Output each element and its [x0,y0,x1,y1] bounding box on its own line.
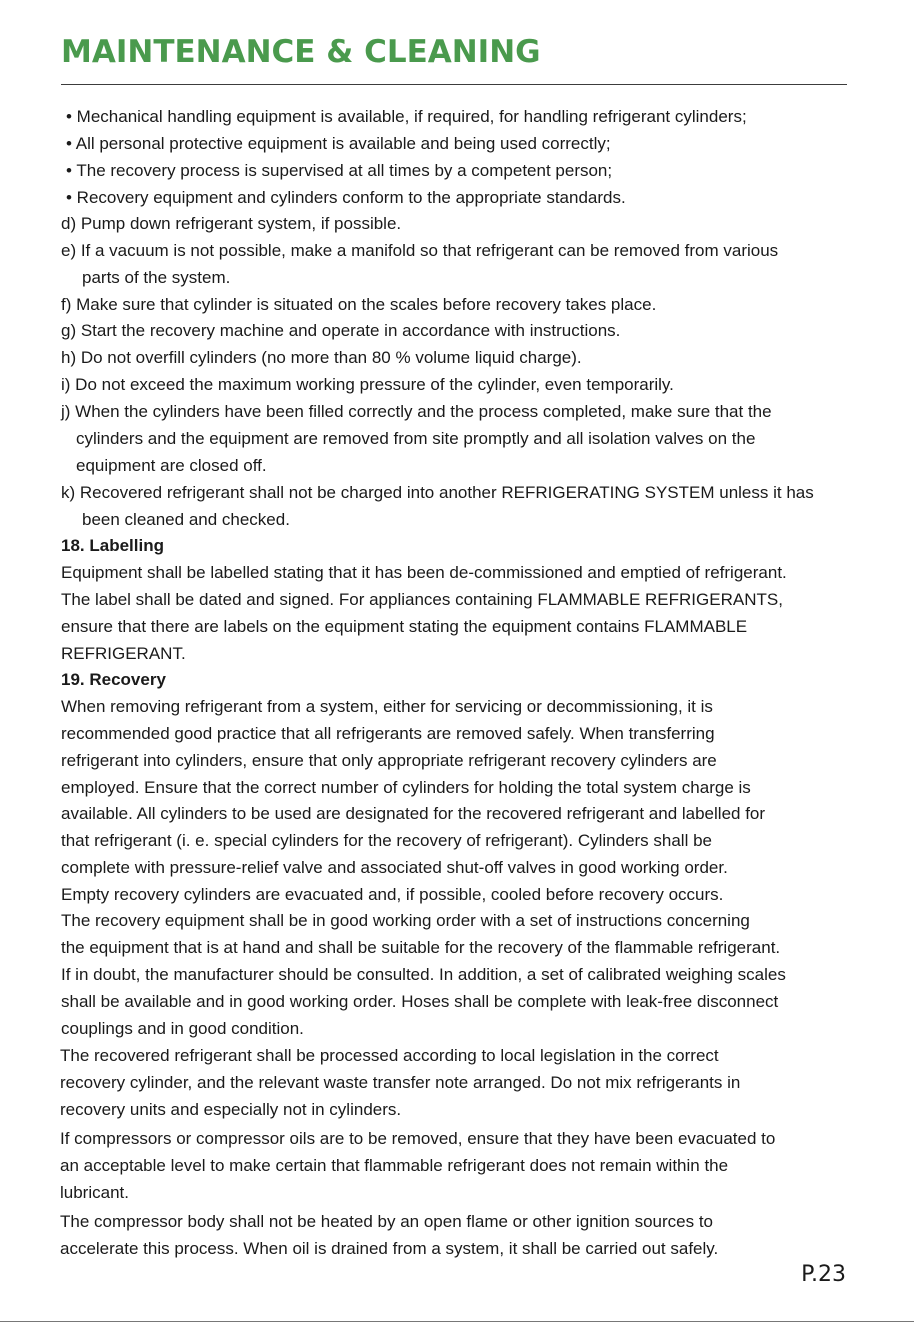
recovery-line-20: The compressor body shall not be heated by an open flame or other ignition sources to [60,1212,713,1231]
recovery-line-19: lubricant. [60,1183,129,1202]
recovery-line-14: The recovered refrigerant shall be processed according to local legislation in the correct [60,1046,719,1065]
title-divider [61,84,847,85]
labelling-line-3: ensure that there are labels on the equipment stating the equipment contains FLAMMABLE [61,617,748,636]
step-e: e) If a vacuum is not possible, make a manifold so that refrigerant can be removed from various [61,241,779,260]
labelling-line-2: The label shall be dated and signed. For appliances containing FLAMMABLE REFRIGERANTS, [61,590,783,609]
step-j-continued-1: cylinders and the equipment are removed from site promptly and all isolation valves on the [76,429,756,448]
recovery-line-8: Empty recovery cylinders are evacuated and, if possible, cooled before recovery occurs. [61,885,724,904]
labelling-line-4: REFRIGERANT. [61,644,186,663]
recovery-line-21: accelerate this process. When oil is drained from a system, it shall be carried out safely. [60,1239,719,1258]
page-title: MAINTENANCE & CLEANING [61,34,541,70]
recovery-line-7: complete with pressure-relief valve and associated shut-off valves in good working order. [61,858,728,877]
step-j: j) When the cylinders have been filled correctly and the process completed, make sure that the [61,402,772,421]
recovery-line-17: If compressors or compressor oils are to be removed, ensure that they have been evacuated to [60,1129,776,1148]
page-number: P.23 [801,1262,846,1287]
recovery-line-3: refrigerant into cylinders, ensure that only appropriate refrigerant recovery cylinders are [61,751,717,770]
recovery-line-12: shall be available and in good working order. Hoses shall be complete with leak-free disconnect [61,992,779,1011]
labelling-line-1: Equipment shall be labelled stating that it has been de-commissioned and emptied of refrigerant. [61,563,787,582]
recovery-line-18: an acceptable level to make certain that flammable refrigerant does not remain within the [60,1156,729,1175]
recovery-line-9: The recovery equipment shall be in good working order with a set of instructions concerning [61,911,750,930]
step-e-continued: parts of the system. [82,268,231,287]
step-k-continued: been cleaned and checked. [82,510,290,529]
recovery-line-10: the equipment that is at hand and shall be suitable for the recovery of the flammable refrigerant. [61,938,781,957]
recovery-line-15: recovery cylinder, and the relevant waste transfer note arranged. Do not mix refrigerants in [60,1073,741,1092]
step-i: i) Do not exceed the maximum working pressure of the cylinder, even temporarily. [61,375,674,394]
step-j-continued-2: equipment are closed off. [76,456,267,475]
recovery-line-16: recovery units and especially not in cylinders. [60,1100,402,1119]
bullet-supervised-process: • The recovery process is supervised at all times by a competent person; [66,161,613,180]
section-heading-recovery: 19. Recovery [61,670,166,689]
recovery-line-1: When removing refrigerant from a system, either for servicing or decommissioning, it is [61,697,713,716]
bullet-protective-equipment: • All personal protective equipment is available and being used correctly; [66,134,611,153]
step-d: d) Pump down refrigerant system, if possible. [61,214,402,233]
step-g: g) Start the recovery machine and operate in accordance with instructions. [61,321,621,340]
step-h: h) Do not overfill cylinders (no more than 80 % volume liquid charge). [61,348,582,367]
step-k: k) Recovered refrigerant shall not be charged into another REFRIGERATING SYSTEM unless it has [61,483,814,502]
recovery-line-11: If in doubt, the manufacturer should be consulted. In addition, a set of calibrated weighing scales [61,965,786,984]
bullet-handling-equipment: • Mechanical handling equipment is available, if required, for handling refrigerant cylinders; [66,107,747,126]
recovery-line-2: recommended good practice that all refrigerants are removed safely. When transferring [61,724,715,743]
recovery-line-4: employed. Ensure that the correct number of cylinders for holding the total system charge is [61,778,751,797]
page-bottom-edge [0,1321,914,1322]
recovery-line-5: available. All cylinders to be used are designated for the recovered refrigerant and labelled for [61,804,766,823]
step-f: f) Make sure that cylinder is situated on the scales before recovery takes place. [61,295,657,314]
section-heading-labelling: 18. Labelling [61,536,164,555]
bullet-standards: • Recovery equipment and cylinders conform to the appropriate standards. [66,188,626,207]
recovery-line-13: couplings and in good condition. [61,1019,304,1038]
recovery-line-6: that refrigerant (i. e. special cylinders for the recovery of refrigerant). Cylinders shall be [61,831,712,850]
